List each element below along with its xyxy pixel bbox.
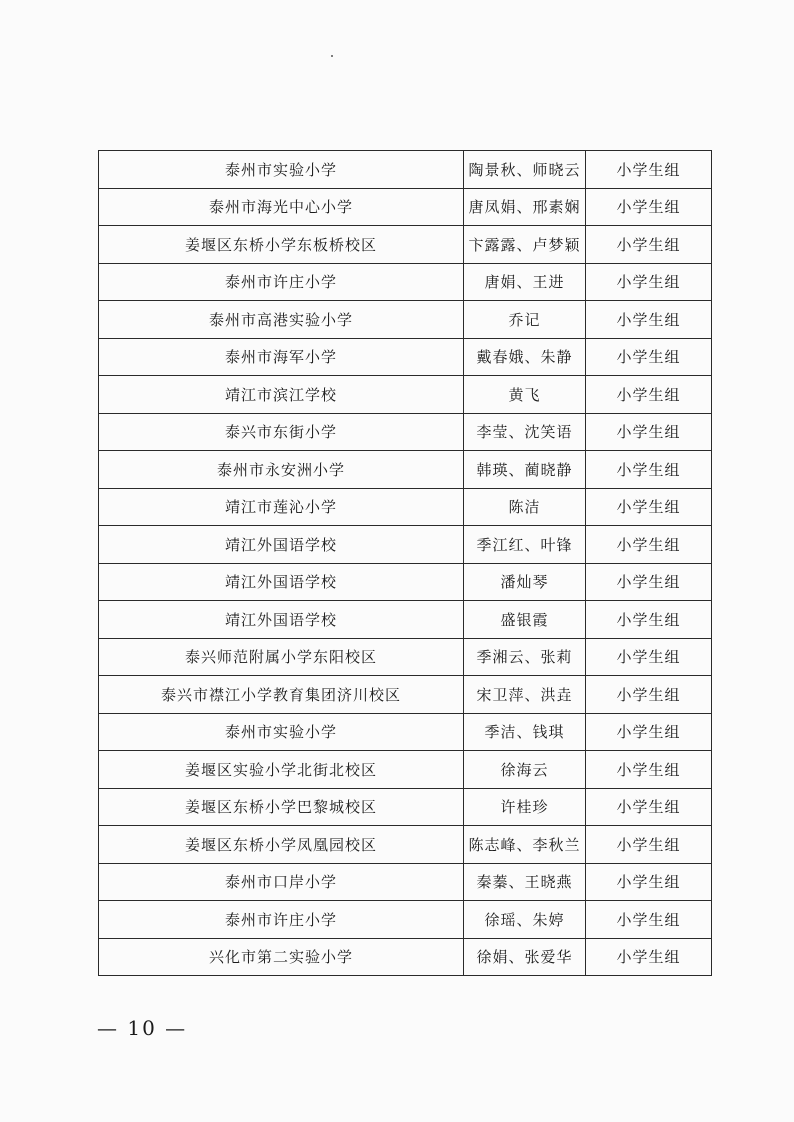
school-cell: 姜堰区东桥小学凤凰园校区: [99, 826, 464, 864]
table-row: [99, 226, 712, 264]
school-cell: 泰州市高港实验小学: [99, 301, 464, 339]
table-row: [99, 301, 712, 339]
names-cell: 季江红、叶锋: [464, 526, 586, 564]
group-cell: 小学生组: [586, 938, 712, 976]
table-row: [99, 151, 712, 189]
school-cell: 姜堰区东桥小学巴黎城校区: [99, 788, 464, 826]
results-table-body: [99, 151, 712, 976]
names-cell: 盛银霞: [464, 601, 586, 639]
names-cell: 许桂珍: [464, 788, 586, 826]
names-cell: 季湘云、张莉: [464, 638, 586, 676]
table-row: [99, 563, 712, 601]
names-cell: 陈志峰、李秋兰: [464, 826, 586, 864]
table-row: [99, 826, 712, 864]
names-cell: 徐娟、张爱华: [464, 938, 586, 976]
table-row: [99, 488, 712, 526]
group-cell: 小学生组: [586, 451, 712, 489]
school-cell: 靖江市莲沁小学: [99, 488, 464, 526]
group-cell: 小学生组: [586, 376, 712, 414]
page-number: — 10 —: [97, 1016, 188, 1040]
table-row: [99, 788, 712, 826]
group-cell: 小学生组: [586, 788, 712, 826]
group-cell: 小学生组: [586, 713, 712, 751]
group-cell: 小学生组: [586, 751, 712, 789]
school-cell: 靖江外国语学校: [99, 526, 464, 564]
group-cell: 小学生组: [586, 526, 712, 564]
names-cell: 季洁、钱琪: [464, 713, 586, 751]
school-cell: 泰州市实验小学: [99, 151, 464, 189]
group-cell: 小学生组: [586, 901, 712, 939]
names-cell: 卞露露、卢梦颖: [464, 226, 586, 264]
group-cell: 小学生组: [586, 338, 712, 376]
school-cell: 泰州市实验小学: [99, 713, 464, 751]
names-cell: 秦蓁、王晓燕: [464, 863, 586, 901]
school-cell: 泰兴师范附属小学东阳校区: [99, 638, 464, 676]
table-row: [99, 526, 712, 564]
names-cell: 潘灿琴: [464, 563, 586, 601]
results-table: [98, 150, 712, 976]
group-cell: 小学生组: [586, 601, 712, 639]
table-row: [99, 713, 712, 751]
school-cell: 泰兴市襟江小学教育集团济川校区: [99, 676, 464, 714]
names-cell: 韩瑛、蔺晓静: [464, 451, 586, 489]
school-cell: 姜堰区实验小学北街北校区: [99, 751, 464, 789]
names-cell: 宋卫萍、洪垚: [464, 676, 586, 714]
table-row: [99, 676, 712, 714]
table-row: [99, 938, 712, 976]
group-cell: 小学生组: [586, 413, 712, 451]
table-row: [99, 263, 712, 301]
table-row: [99, 863, 712, 901]
names-cell: 戴春娥、朱静: [464, 338, 586, 376]
group-cell: 小学生组: [586, 563, 712, 601]
group-cell: 小学生组: [586, 226, 712, 264]
table-row: [99, 188, 712, 226]
names-cell: 徐瑶、朱婷: [464, 901, 586, 939]
group-cell: 小学生组: [586, 151, 712, 189]
names-cell: 唐凤娟、邢素娴: [464, 188, 586, 226]
school-cell: 靖江市滨江学校: [99, 376, 464, 414]
school-cell: 泰州市许庄小学: [99, 901, 464, 939]
school-cell: 姜堰区东桥小学东板桥校区: [99, 226, 464, 264]
group-cell: 小学生组: [586, 188, 712, 226]
school-cell: 泰州市海军小学: [99, 338, 464, 376]
names-cell: 黄飞: [464, 376, 586, 414]
group-cell: 小学生组: [586, 638, 712, 676]
table-row: [99, 338, 712, 376]
table-row: [99, 751, 712, 789]
group-cell: 小学生组: [586, 676, 712, 714]
scan-speck: [331, 55, 333, 57]
table-row: [99, 638, 712, 676]
table-row: [99, 376, 712, 414]
school-cell: 泰州市许庄小学: [99, 263, 464, 301]
school-cell: 泰州市口岸小学: [99, 863, 464, 901]
group-cell: 小学生组: [586, 301, 712, 339]
group-cell: 小学生组: [586, 863, 712, 901]
table-row: [99, 601, 712, 639]
school-cell: 泰州市永安洲小学: [99, 451, 464, 489]
names-cell: 唐娟、王进: [464, 263, 586, 301]
table-row: [99, 413, 712, 451]
school-cell: 兴化市第二实验小学: [99, 938, 464, 976]
names-cell: 乔记: [464, 301, 586, 339]
names-cell: 李莹、沈笑语: [464, 413, 586, 451]
group-cell: 小学生组: [586, 826, 712, 864]
school-cell: 靖江外国语学校: [99, 601, 464, 639]
names-cell: 陈洁: [464, 488, 586, 526]
names-cell: 陶景秋、师晓云: [464, 151, 586, 189]
school-cell: 靖江外国语学校: [99, 563, 464, 601]
table-row: [99, 901, 712, 939]
school-cell: 泰州市海光中心小学: [99, 188, 464, 226]
group-cell: 小学生组: [586, 263, 712, 301]
names-cell: 徐海云: [464, 751, 586, 789]
school-cell: 泰兴市东街小学: [99, 413, 464, 451]
group-cell: 小学生组: [586, 488, 712, 526]
table-row: [99, 451, 712, 489]
